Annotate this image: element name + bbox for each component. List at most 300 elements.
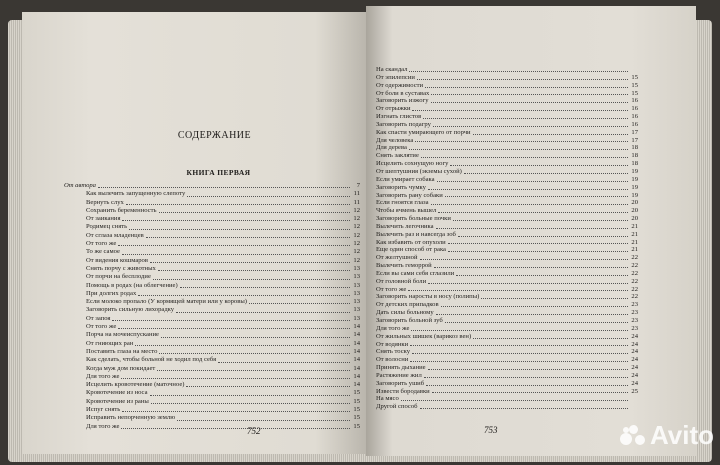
dot-leader: [431, 199, 628, 205]
toc-entry-title: Как избавить от опухоли: [376, 238, 446, 246]
toc-entry-title: От желтушной: [376, 254, 418, 262]
dot-leader: [121, 373, 350, 379]
toc-entry-title: Сохранить беременность: [86, 206, 157, 214]
toc-entry: [78, 365, 360, 373]
book-one-subheading: КНИГА ПЕРВАЯ: [186, 168, 251, 177]
toc-entry-title: Как сделать, чтобы больной не ходил под себя: [86, 356, 217, 364]
toc-entry-title: От боли в суставах: [376, 89, 430, 97]
toc-entry-title: Если вы сами себя сглазили: [376, 269, 455, 277]
toc-entry-title: От заикания: [86, 215, 121, 223]
dot-leader: [122, 215, 350, 221]
dot-leader: [411, 325, 628, 331]
toc-entry: [78, 306, 360, 314]
toc-entry: [376, 215, 638, 223]
toc-entry: [376, 286, 638, 294]
toc-entry-page: 14: [353, 347, 360, 355]
toc-entry-title: Принять дыхание: [376, 364, 426, 372]
toc-entry-page: 13: [353, 298, 360, 306]
toc-entry-page: 13: [353, 314, 360, 322]
toc-entry-title: Исправить непорченную землю: [86, 414, 176, 422]
toc-entry-page: 15: [353, 422, 360, 430]
dot-leader: [118, 240, 350, 246]
toc-entry: [78, 315, 360, 323]
toc-entry: [78, 389, 360, 397]
toc-entry: [78, 348, 360, 356]
toc-entry: [376, 246, 638, 254]
toc-entry: [78, 290, 360, 298]
toc-entry: [376, 262, 638, 270]
toc-entry: [78, 340, 360, 348]
toc-entry-title: От отрыжки: [376, 105, 411, 113]
toc-entry-page: 16: [631, 113, 638, 121]
dot-leader: [112, 315, 350, 321]
toc-entry: [376, 168, 638, 176]
toc-entry-title: Заговорить подагру: [376, 120, 431, 128]
toc-entry: [376, 137, 638, 145]
toc-entry: [376, 293, 638, 301]
toc-entry: [78, 265, 360, 273]
toc-entry: [376, 129, 638, 137]
toc-entry-page: 14: [353, 323, 360, 331]
dot-leader: [177, 414, 350, 420]
dot-leader: [135, 340, 350, 346]
toc-entry-page: 12: [353, 215, 360, 223]
toc-entry-page: 12: [353, 240, 360, 248]
toc-entry-title: От запоя: [86, 314, 111, 322]
dot-leader: [426, 380, 628, 386]
avito-watermark-text: Avito: [649, 420, 714, 450]
toc-entry-page: 24: [631, 348, 638, 356]
toc-entry: [78, 356, 360, 364]
toc-entry-title: Родимец снять: [86, 223, 128, 231]
dot-leader: [150, 257, 350, 263]
dot-leader: [218, 356, 350, 362]
toc-entry: [376, 144, 638, 152]
toc-entry-page: 11: [353, 190, 360, 198]
dot-leader: [431, 90, 628, 96]
dot-leader: [150, 389, 351, 395]
toc-entry-title: Заговорить больной зуб: [376, 317, 443, 324]
toc-entry: [376, 403, 638, 411]
toc-entry-title: От эпилепсии: [376, 73, 415, 81]
toc-entry-title: Вернуть слух: [86, 198, 124, 206]
toc-entry-title: Для того же: [376, 324, 410, 332]
toc-entry-title: От жильных шишек (варикоз вен): [376, 332, 472, 340]
toc-entry-page: 19: [631, 191, 638, 199]
toc-entry-page: 13: [353, 289, 360, 297]
toc-entry-page: 14: [353, 331, 360, 339]
toc-entry: [376, 395, 638, 403]
toc-entry-page: 24: [631, 371, 638, 379]
right-page-number: 753: [484, 425, 498, 435]
dot-leader: [428, 184, 628, 190]
toc-entry: [376, 254, 638, 262]
toc-entry-page: 22: [631, 254, 638, 262]
toc-entry-title: Заговорить сильную лихорадку: [86, 306, 175, 314]
toc-entry-page: 22: [631, 269, 638, 277]
toc-entry-title: Извести бородавки: [376, 387, 430, 395]
toc-entry-title: Снять заклятие: [376, 152, 419, 160]
dot-leader: [121, 423, 350, 429]
toc-entry: [376, 74, 638, 82]
toc-entry-title: Если умирает собака: [376, 175, 435, 183]
toc-entry: [376, 372, 638, 380]
dot-leader: [146, 232, 350, 238]
dot-leader: [445, 192, 628, 198]
dot-leader: [448, 239, 628, 245]
dot-leader: [445, 317, 628, 323]
dot-leader: [157, 365, 350, 371]
toc-entry: [376, 105, 638, 113]
toc-entry-page: 21: [631, 246, 638, 254]
left-page: [22, 12, 367, 454]
dot-leader: [153, 273, 350, 279]
toc-entry-title: Заговорить рану собаки: [376, 191, 443, 199]
toc-entry: [376, 121, 638, 129]
avito-watermark: [620, 420, 714, 451]
toc-entry-page: 14: [353, 339, 360, 347]
toc-entry-title: Кровотечение из носа: [86, 389, 148, 397]
toc-entry-title: Кровотечение из раны: [86, 397, 149, 405]
toc-entry: [376, 380, 638, 388]
toc-entry: [376, 388, 638, 396]
dot-leader: [412, 105, 628, 111]
toc-entry-title: От одержимости: [376, 81, 424, 89]
toc-entry-page: 7: [356, 182, 360, 189]
toc-entry-title: Дать силы больному: [376, 309, 434, 317]
toc-entry: [78, 398, 360, 406]
toc-entry-page: 15: [353, 406, 360, 414]
dot-leader: [434, 262, 628, 268]
toc-entry-page: 21: [631, 222, 638, 230]
toc-entry: [64, 182, 360, 190]
dot-leader: [161, 331, 350, 337]
toc-entry-title: От видения кошмаров: [86, 256, 148, 264]
toc-entry-page: 17: [631, 128, 638, 136]
toc-entry: [376, 333, 638, 341]
dot-leader: [151, 398, 350, 404]
toc-entry: [376, 341, 638, 349]
dot-leader: [118, 323, 350, 329]
toc-entry-title: Если гноятся глаза: [376, 199, 429, 207]
toc-entry-title: Для того же: [86, 372, 120, 380]
toc-entry-page: 23: [631, 301, 638, 309]
avito-logo-icon: [620, 425, 646, 447]
dot-leader: [433, 121, 628, 127]
toc-entry-page: 25: [631, 387, 638, 395]
toc-entry-title: Изгнать глистов: [376, 113, 422, 121]
toc-entry-title: От водянки: [376, 340, 409, 348]
toc-entry-page: 19: [631, 183, 638, 191]
toc-entry-page: 19: [631, 167, 638, 175]
toc-entry: [78, 273, 360, 281]
toc-entry-page: 24: [631, 340, 638, 348]
toc-entry: [376, 113, 638, 121]
toc-entry: [78, 207, 360, 215]
toc-entry-title: Испуг снять: [86, 406, 121, 414]
toc-entry-page: 22: [631, 277, 638, 285]
toc-entry-page: [628, 66, 638, 74]
toc-entry-page: 18: [631, 152, 638, 160]
dot-leader: [464, 168, 628, 174]
dot-leader: [441, 301, 628, 307]
toc-entry-page: 13: [353, 281, 360, 289]
toc-entry-page: 16: [631, 120, 638, 128]
toc-entry-page: 15: [353, 397, 360, 405]
toc-entry-page: 21: [631, 238, 638, 246]
toc-entry-title: Заговорить больные почки: [376, 215, 451, 223]
toc-entry: [376, 207, 638, 215]
dot-leader: [176, 306, 350, 312]
toc-entry: [78, 331, 360, 339]
dot-leader: [417, 74, 628, 80]
toc-entry: [376, 176, 638, 184]
toc-entry-title: Когда муж дом покидает: [86, 364, 156, 372]
toc-entry-title: От волосни: [376, 356, 409, 364]
toc-entry-title: От того же: [86, 240, 117, 248]
dot-leader: [481, 293, 628, 299]
toc-entry-title: От того же: [86, 323, 117, 331]
dot-leader: [180, 282, 350, 288]
toc-entry: [376, 278, 638, 286]
toc-entry-page: 24: [631, 379, 638, 387]
toc-entry-title: От порчи на бесплодие: [86, 273, 151, 281]
toc-entry: [376, 270, 638, 278]
toc-entry: [376, 152, 638, 160]
toc-entry-page: 23: [631, 324, 638, 332]
toc-entry-title: Для дерева: [376, 144, 407, 152]
toc-entry-title: От гниющих ран: [86, 339, 134, 347]
dot-leader: [409, 144, 628, 150]
toc-entry-title: Снять тоску: [376, 348, 411, 356]
toc-entry: [78, 240, 360, 248]
toc-entry-title: Как вылечить запущенную слепоту: [86, 190, 186, 198]
toc-entry-page: 20: [631, 199, 638, 207]
toc-entry-title: От шептушния (экземы сухой): [376, 167, 462, 175]
toc-entry-title: Порча на мочеиспускание: [86, 331, 159, 339]
toc-entry-title: Поставить глаза на место: [86, 347, 158, 355]
toc-entry: [78, 373, 360, 381]
toc-entry-title: Заговорить чумку: [376, 183, 426, 191]
dot-leader: [409, 66, 628, 72]
toc-entry-title: Вылечить геморрой: [376, 262, 432, 270]
toc-entry-title: Еще один способ от рака: [376, 246, 446, 254]
dot-leader: [473, 129, 628, 135]
dot-leader: [425, 82, 628, 88]
right-toc-list: [376, 66, 638, 411]
dot-leader: [453, 215, 628, 221]
dot-leader: [428, 364, 628, 370]
dot-leader: [187, 190, 350, 196]
dot-leader: [158, 265, 350, 271]
right-page: [366, 6, 696, 456]
toc-entry-title: Исцелить сохнущую ногу: [376, 160, 449, 168]
toc-entry-page: 15: [353, 414, 360, 422]
toc-entry: [376, 160, 638, 168]
toc-entry-title: Для человека: [376, 136, 414, 144]
toc-entry-title: То же самое: [86, 248, 120, 256]
toc-entry: [78, 199, 360, 207]
dot-leader: [450, 160, 628, 166]
toc-entry-page: 15: [631, 89, 638, 97]
dot-leader: [138, 290, 350, 296]
toc-entry-title: Исцелить кровотечение (маточное): [86, 381, 185, 389]
toc-entry-title: Растяжение жил: [376, 371, 422, 379]
dot-leader: [448, 246, 628, 252]
toc-entry-title: Чтобы ячмень вышел: [376, 207, 437, 215]
toc-entry-page: 13: [353, 306, 360, 314]
dot-leader: [410, 341, 628, 347]
toc-entry-page: 18: [631, 160, 638, 168]
toc-entry-page: 17: [631, 136, 638, 144]
toc-entry: [376, 192, 638, 200]
toc-entry: [376, 90, 638, 98]
toc-entry: [78, 190, 360, 198]
toc-entry-page: 16: [631, 97, 638, 105]
dot-leader: [437, 176, 628, 182]
toc-entry-page: 12: [353, 231, 360, 239]
toc-entry: [376, 223, 638, 231]
toc-entry-page: 14: [353, 356, 360, 364]
toc-entry-page: 12: [353, 206, 360, 214]
toc-entry: [376, 356, 638, 364]
toc-entry-title: Заговорить наросты в носу (полипы): [376, 293, 480, 301]
toc-entry-page: 14: [353, 364, 360, 372]
toc-entry-page: 24: [631, 356, 638, 364]
toc-entry-title: От автора: [64, 182, 96, 189]
toc-entry-title: Вылечить раз и навсегда зоб: [376, 230, 456, 238]
toc-entry-page: 21: [631, 230, 638, 238]
dot-leader: [401, 395, 628, 401]
toc-entry: [376, 66, 638, 74]
dot-leader: [415, 137, 628, 143]
contents-heading: СОДЕРЖАНИЕ: [177, 130, 252, 141]
toc-entry: [376, 231, 638, 239]
toc-entry-page: 12: [353, 256, 360, 264]
toc-entry-page: 20: [631, 215, 638, 223]
dot-leader: [159, 348, 350, 354]
dot-leader: [473, 333, 628, 339]
toc-entry: [78, 282, 360, 290]
toc-entry-page: 15: [631, 73, 638, 81]
dot-leader: [456, 270, 628, 276]
toc-entry-page: 20: [631, 207, 638, 215]
toc-entry-page: 12: [353, 248, 360, 256]
toc-entry: [376, 364, 638, 372]
toc-entry-title: Как спасти умирающего от порчи: [376, 128, 471, 136]
dot-leader: [420, 254, 628, 260]
left-toc-list: [64, 182, 360, 431]
toc-entry: [78, 414, 360, 422]
toc-entry-page: 12: [353, 223, 360, 231]
toc-entry: [376, 239, 638, 247]
toc-entry-page: 15: [353, 389, 360, 397]
toc-entry-title: Для того же: [86, 422, 120, 430]
toc-entry-page: 11: [353, 198, 360, 206]
toc-entry-page: 14: [353, 372, 360, 380]
dot-leader: [126, 199, 350, 205]
dot-leader: [122, 248, 350, 254]
toc-entry-title: Заговорить ушиб: [376, 379, 425, 387]
toc-entry: [78, 323, 360, 331]
toc-entry-page: 24: [631, 332, 638, 340]
toc-entry-title: Вылечить легочника: [376, 222, 434, 230]
dot-leader: [428, 278, 628, 284]
toc-entry: [78, 223, 360, 231]
dot-leader: [129, 223, 350, 229]
toc-entry: [78, 248, 360, 256]
toc-entry: [376, 309, 638, 317]
toc-entry-page: 22: [631, 262, 638, 270]
toc-entry-page: 24: [631, 364, 638, 372]
toc-entry: [78, 406, 360, 414]
toc-entry-page: 16: [631, 105, 638, 113]
toc-entry-page: 13: [353, 273, 360, 281]
toc-entry: [376, 97, 638, 105]
toc-entry: [376, 199, 638, 207]
toc-entry-title: Другой способ: [376, 403, 418, 411]
dot-leader: [412, 348, 628, 354]
toc-entry: [376, 325, 638, 333]
toc-entry: [78, 381, 360, 389]
toc-entry-title: На мясо: [376, 395, 399, 403]
toc-entry-title: Снять порчу с животных: [86, 264, 156, 272]
toc-entry-page: 22: [631, 293, 638, 301]
toc-entry: [376, 184, 638, 192]
dot-leader: [436, 309, 628, 315]
toc-entry: [78, 423, 360, 431]
toc-entry: [78, 232, 360, 240]
dot-leader: [159, 207, 351, 213]
toc-entry: [78, 298, 360, 306]
toc-entry: [376, 348, 638, 356]
toc-entry-page: 23: [631, 317, 638, 324]
dot-leader: [249, 298, 350, 304]
toc-entry: [376, 317, 638, 325]
dot-leader: [438, 207, 628, 213]
dot-leader: [186, 381, 350, 387]
left-page-number: 752: [247, 426, 261, 436]
toc-entry-title: От головной боли: [376, 277, 427, 285]
toc-entry-page: 14: [353, 381, 360, 389]
toc-entry-title: Помощь в родах (на облегчение): [86, 281, 178, 289]
toc-entry-page: 22: [631, 285, 638, 293]
toc-entry: [376, 301, 638, 309]
toc-entry-page: 19: [631, 175, 638, 183]
dot-leader: [410, 356, 628, 362]
dot-leader: [424, 372, 628, 378]
toc-entry-title: При долгих родах: [86, 289, 137, 297]
toc-entry-page: 13: [353, 264, 360, 272]
toc-entry-title: От того же: [376, 285, 407, 293]
dot-leader: [436, 223, 628, 229]
toc-entry-title: От детских припадков: [376, 301, 439, 309]
toc-entry-page: 18: [631, 144, 638, 152]
toc-entry-page: [628, 403, 638, 411]
dot-leader: [431, 97, 629, 103]
dot-leader: [458, 231, 628, 237]
toc-entry-title: Если молоко пропало (У кормящей матери или у коровы): [86, 298, 247, 306]
toc-entry-title: От сглаза младенцев: [86, 231, 144, 239]
toc-entry-title: На скандал: [376, 66, 408, 73]
toc-entry: [78, 215, 360, 223]
toc-entry-page: [628, 395, 638, 403]
toc-entry-page: 15: [631, 81, 638, 89]
dot-leader: [420, 403, 628, 409]
toc-entry-title: Заговорить изжогу: [376, 97, 429, 105]
toc-entry-page: 23: [631, 309, 638, 317]
dot-leader: [432, 388, 628, 394]
